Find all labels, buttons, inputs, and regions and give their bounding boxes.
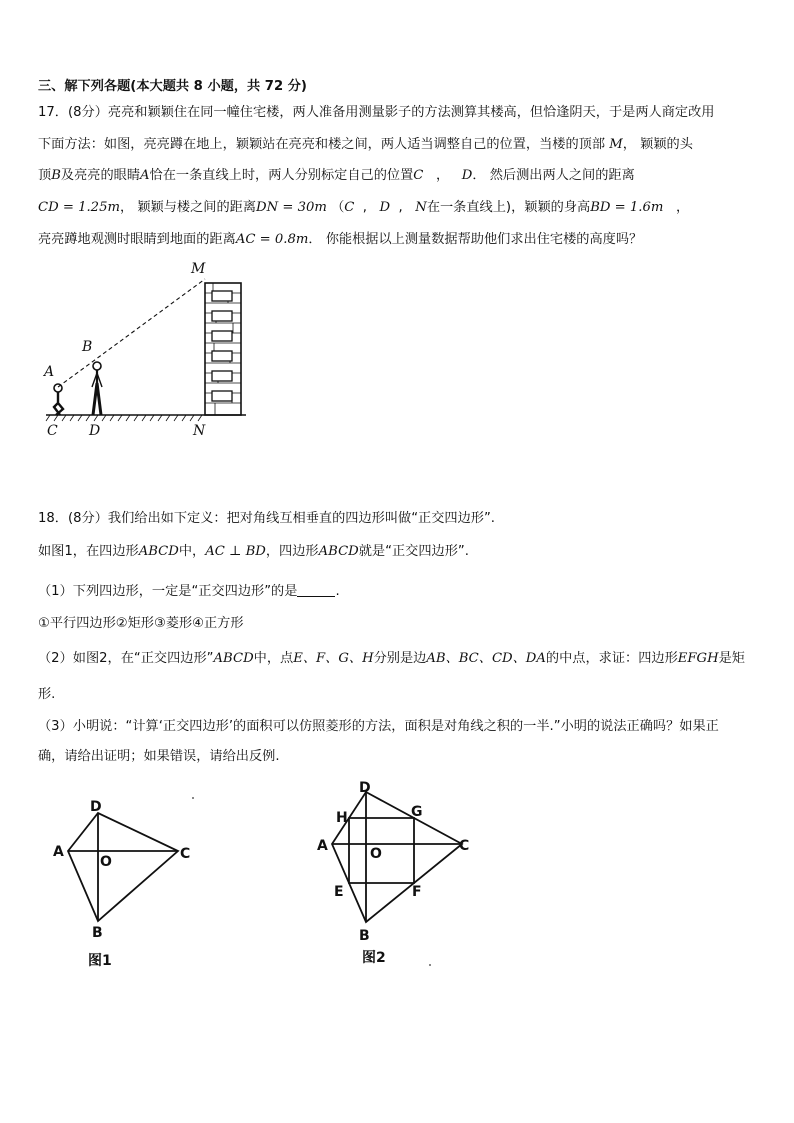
fig2-label-b: B <box>359 928 370 944</box>
q17-line-4: CD = 1.25m， 颖颖与楼之间的距离DN = 30m （C , D , N在一条直线上)，颖颖的身高BD = 1.6m ， <box>38 200 690 215</box>
fig2-label-c: C <box>459 838 470 854</box>
q17-line-5: 亮亮蹲地观测时眼睛到地面的距离AC = 0.8m． 你能根据以上测量数据帮助他们求出住宅楼的高度吗？ <box>38 232 643 247</box>
fig2-caption: 图2 <box>362 950 386 966</box>
fig1-label-b: B <box>92 925 103 941</box>
sight-line <box>58 279 205 387</box>
answer-blank[interactable] <box>297 584 335 597</box>
fig1-label-d: D <box>90 799 102 815</box>
q18-part-2: （2）如图2，在“正交四边形”ABCD中，点E、F、G、H分别是边AB、BC、CD、DA的中点，求证：四边形EFGH是矩 <box>38 651 745 666</box>
q17-line-2: 下面方法：如图，亮亮蹲在地上，颖颖站在亮亮和楼之间，两人适当调整自己的位置，当楼的顶部 M， 颖颖的头 <box>38 137 693 152</box>
fig2-label-f: F <box>412 884 422 900</box>
fig2-label-h: H <box>336 810 348 826</box>
ground <box>46 415 246 421</box>
fig1-label-a: A <box>53 844 64 860</box>
q17-figure <box>38 255 268 440</box>
q18-part-3-line-1: （3）小明说：“计算‘正交四边形’的面积可以仿照菱形的方法，面积是对角线之积的一半.”小明的说法正确吗？如果正 <box>38 719 719 734</box>
q18-line-2: 如图1，在四边形ABCD中，AC ⊥ BD，四边形ABCD就是“正交四边形”. <box>38 544 469 559</box>
fig2-label-d: D <box>359 780 371 796</box>
fig2-label-g: G <box>411 804 423 820</box>
label-m: M <box>191 261 206 277</box>
liangliang-figure <box>54 384 63 415</box>
fig2-label-o: O <box>370 846 382 862</box>
building <box>205 283 241 415</box>
figure-2 <box>310 778 490 973</box>
q18-part-2-wrap: 形. <box>38 687 56 702</box>
section-title: 三、解下列各题(本大题共 8 小题，共 72 分) <box>38 79 307 94</box>
q18-part-3-line-2: 确，请给出证明；如果错误，请给出反例. <box>38 749 280 764</box>
fig1-label-c: C <box>180 846 191 862</box>
fig2-label-a: A <box>317 838 328 854</box>
fig1-caption: 图1 <box>88 953 112 969</box>
label-b: B <box>82 339 93 355</box>
q17-line-1: 17．(8分）亮亮和颖颖住在同一幢住宅楼，两人准备用测量影子的方法测算其楼高，但恰逢阴天，于是两人商定改用 <box>38 105 715 120</box>
q17-line-3: 顶B及亮亮的眼睛A恰在一条直线上时，两人分别标定自己的位置C ， D． 然后测出两人之间的距离 <box>38 168 635 183</box>
figure-1 <box>50 795 230 970</box>
fig1-label-o: O <box>100 854 112 870</box>
quad-abcd-2 <box>332 792 462 922</box>
yingying-figure <box>92 362 102 415</box>
label-n: N <box>193 423 206 439</box>
label-a: A <box>44 364 55 380</box>
q18-options: ①平行四边形②矩形③菱形④正方形 <box>38 616 244 631</box>
label-d: D <box>89 423 101 439</box>
q18-line-1: 18．(8分）我们给出如下定义：把对角线互相垂直的四边形叫做“正交四边形”. <box>38 511 495 526</box>
quad-abcd <box>68 813 178 921</box>
label-c: C <box>47 423 58 439</box>
q18-part-1: （1）下列四边形，一定是“正交四边形”的是 . <box>38 584 340 599</box>
fig2-label-e: E <box>334 884 344 900</box>
